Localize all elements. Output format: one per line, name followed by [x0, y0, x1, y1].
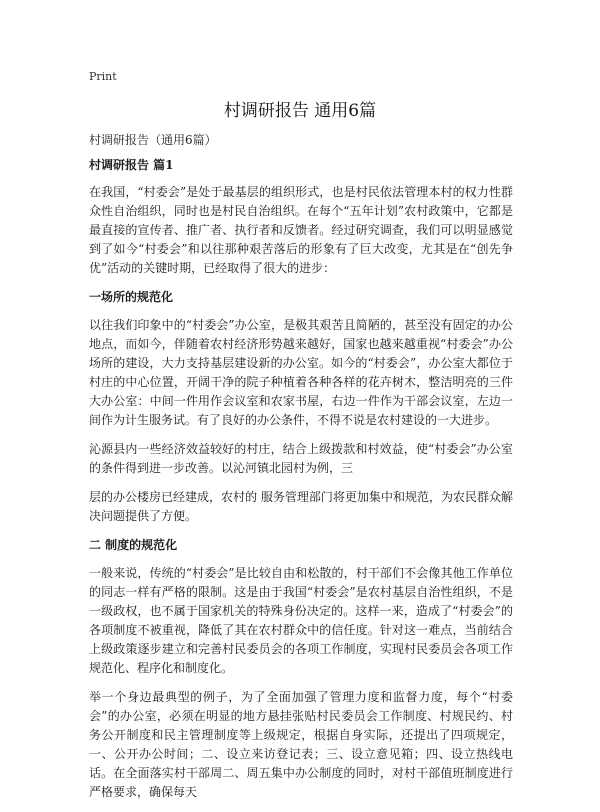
document-title: 村调研报告 通用6篇: [223, 101, 377, 121]
intro-paragraph: 在我国，“村委会”是处于最基层的组织形式，也是村民依法管理本村的权力性群众性自治组织，同时也是村民自治组织。在每个“五年计划”农村政策中，它都是最直接的宣传者、推广者、执行者和反馈者。经过研究调查，我们可以明显感觉到了如今“村委会”和以往那种艰苦落后的形象有了巨大改变，尤其是在“创先争优”活动的关键时期，已经取得了很大的进步：: [89, 185, 513, 275]
article-body: [89, 152, 513, 812]
document-subtitle: 村调研报告（通用6篇）: [89, 133, 217, 147]
section-2-paragraph: 举一个身边最典型的例子，为了全面加强了管理力度和监督力度，每个“村委会”的办公室，必须在明显的地方悬挂张贴村民委员会工作制度、村规民约、村务公开制度和民主管理制度等上级规定，根据自身实际，还提出了四项规定，一、公开办公时间；二、设立来访登记表；三、设立意见箱；四、设立热线电话。在全面落实村干部周二、周五集中办公制度的同时，对村干部值班制度进行严格要求，确保每天: [89, 690, 513, 799]
section-1-paragraph: 层的办公楼房已经建成，农村的 服务管理部门将更加集中和规范，为农民群众解决问题提供了方便。: [89, 490, 513, 523]
section-1-paragraph: 以往我们印象中的“村委会”办公室，是极其艰苦且简陋的，甚至没有固定的办公地点，而如今，伴随着农村经济形势越来越好，国家也越来越重视“村委会”办公场所的建设，大力支持基层建设新的办公室。如今的“村委会”，办公室大都位于村庄的中心位置，开阔干净的院子种植着各种各样的花卉树木，整洁明亮的三件大办公室：中间一件用作会议室和农家书屋，右边一件作为干部会议室，左边一间作为计生服务试。有了良好的办公条件，不得不说是农村建设的一大进步。: [89, 318, 513, 427]
section-2-paragraph: 一般来说，传统的“村委会”是比较自由和松散的，村干部们不会像其他工作单位的同志一样有严格的限制。这是由于我国“村委会”是农村基层自治性组织，不是一级政权，也不属于国家机关的特殊身份决定的。这样一来，造成了“村委会”的各项制度不被重视，降低了其在农村群众中的信任度。针对这一难点，当前结合上级政策逐步建立和完善村民委员会的各项工作制度，实现村民委员会各项工作规范化、程序化和制度化。: [89, 566, 513, 675]
section-2-title: 二 制度的规范化: [89, 538, 178, 552]
section-1-paragraph: 沁源县内一些经济效益较好的村庄，结合上级拨款和村效益，使“村委会”办公室的条件得到进一步改善。以沁河镇北园村为例，三: [89, 442, 513, 475]
print-label: Print: [89, 70, 117, 83]
article-heading: 村调研报告 篇1: [89, 158, 174, 172]
section-1-title: 一场所的规范化: [89, 290, 174, 304]
